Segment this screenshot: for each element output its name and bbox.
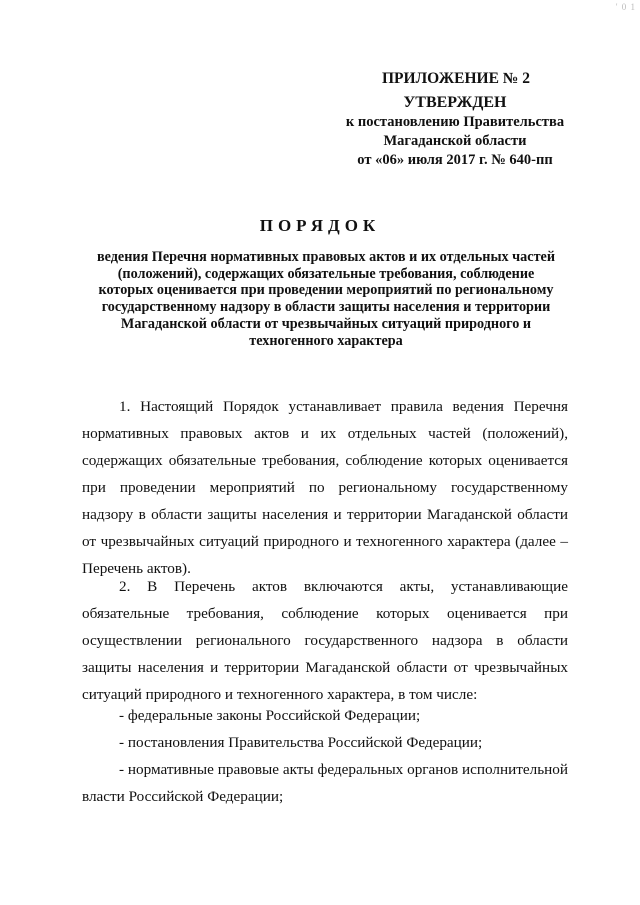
- approved-line-1: к постановлению Правительства: [345, 114, 565, 130]
- list-item: - федеральные законы Российской Федерации;: [119, 707, 421, 724]
- paragraph-1: 1. Настоящий Порядок устанавливает правила ведения Перечня нормативных правовых актов и их отдельных частей (положений), содержащих обязательные требования, соблюдение которых оценивается при проведении мероприятий по региональному государственному надзору в области защиты населения и территории Магаданской области от чрезвычайных ситуаций природного и техногенного характера (далее – Перечень актов).: [82, 398, 568, 577]
- approval-block: [330, 93, 580, 170]
- approved-line-2: Магаданской области: [383, 133, 527, 149]
- corner-mark: ' 0 1: [615, 2, 636, 12]
- appendix-label: ПРИЛОЖЕНИЕ № 2: [382, 70, 530, 87]
- list-item: - нормативные правовые акты федеральных органов исполнительной власти Российской Федерации;: [82, 761, 568, 805]
- list-item: - постановления Правительства Российской Федерации;: [119, 734, 483, 751]
- document-title: ПОРЯДОК: [259, 216, 381, 235]
- approved-line-3: от «06» июля 2017 г. № 640-пп: [357, 152, 553, 168]
- approved-title: УТВЕРЖДЕН: [403, 94, 507, 111]
- document-subtitle: ведения Перечня нормативных правовых актов и их отдельных частей (положений), содержащих обязательные требования, соблюдение которых оценивается при проведении мероприятий по региональному государственному надзору в области защиты населения и территории Магаданской области от чрезвычайных ситуаций природного и техногенного характера: [96, 249, 556, 349]
- paragraph-2: 2. В Перечень актов включаются акты, устанавливающие обязательные требования, соблюдение которых оценивается при осуществлении регионального государственного надзора в области защиты населения и территории Магаданской области от чрезвычайных ситуаций природного и техногенного характера, в том числе:: [82, 578, 568, 703]
